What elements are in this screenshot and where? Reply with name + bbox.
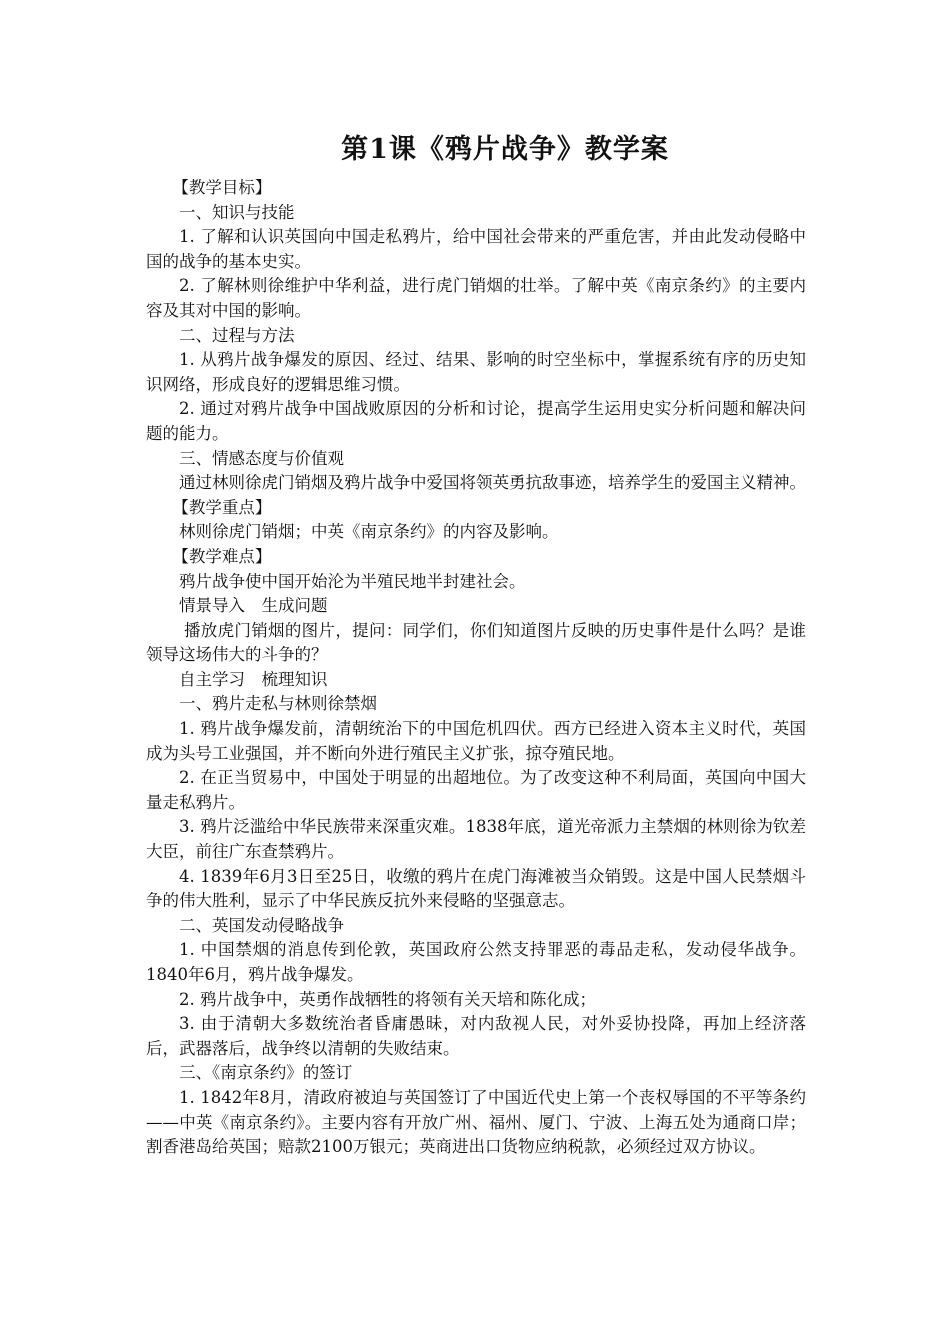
paragraph: 1. 从鸦片战争爆发的原因、经过、结果、影响的时空坐标中，掌握系统有序的历史知识网络，形成良好的逻辑思维习惯。 — [146, 350, 806, 394]
paragraph: 3. 由于清朝大多数统治者昏庸愚昧，对内敌视人民，对外妥协投降，再加上经济落后，武器落后，战争终以清朝的失败结束。 — [146, 1014, 806, 1058]
subsection-heading: 二、英国发动侵略战争 — [179, 915, 344, 935]
section-heading: 【教学目标】 — [172, 178, 272, 197]
paragraph: 1. 中国禁烟的消息传到伦敦，英国政府公然支持罪恶的毒品走私，发动侵华战争。1840年6月，鸦片战争爆发。 — [146, 940, 806, 984]
document-body — [146, 176, 806, 1160]
subsection-heading: 一、鸦片走私与林则徐禁烟 — [179, 694, 377, 714]
paragraph: 鸦片战争使中国开始沦为半殖民地半封建社会。 — [179, 571, 526, 591]
paragraph: 2. 鸦片战争中，英勇作战牺牲的将领有关天培和陈化成； — [179, 989, 596, 1009]
paragraph: 2. 通过对鸦片战争中国战败原因的分析和讨论，提高学生运用史实分析问题和解决问题的能力。 — [146, 399, 806, 443]
subsection-heading: 三、《南京条约》的签订 — [179, 1063, 353, 1083]
page-title: 第1课《鸦片战争》教学案 — [341, 134, 669, 165]
paragraph: 播放虎门销烟的图片，提问：同学们，你们知道图片反映的历史事件是什么吗？是谁领导这场伟大的斗争的？ — [146, 620, 806, 665]
paragraph: 2. 在正当贸易中，中国处于明显的出超地位。为了改变这种不利局面，英国向中国大量走私鸦片。 — [146, 768, 806, 812]
subsection-heading: 情景导入 生成问题 — [179, 596, 328, 616]
subsection-heading: 三、情感态度与价值观 — [179, 448, 344, 468]
paragraph: 1. 1842年8月，清政府被迫与英国签订了中国近代史上第一个丧权辱国的不平等条约——中英《南京条约》。主要内容有开放广州、福州、厦门、宁波、上海五处为通商口岸；割香港岛给英国；赔款2100万银元；英商进出口货物应纳税款，必须经过双方协议。 — [146, 1087, 806, 1157]
paragraph: 3. 鸦片泛滥给中华民族带来深重灾难。1838年底，道光帝派力主禁烟的林则徐为钦差大臣，前往广东查禁鸦片。 — [146, 817, 806, 862]
paragraph: 通过林则徐虎门销烟及鸦片战争中爱国将领英勇抗敌事迹，培养学生的爱国主义精神。 — [179, 473, 806, 493]
section-heading: 【教学重点】 — [172, 497, 272, 517]
paragraph: 林则徐虎门销烟；中英《南京条约》的内容及影响。 — [179, 522, 559, 542]
paragraph: 1. 鸦片战争爆发前，清朝统治下的中国危机四伏。西方已经进入资本主义时代，英国成为头号工业强国，并不断向外进行殖民主义扩张，掠夺殖民地。 — [146, 719, 806, 763]
subsection-heading: 二、过程与方法 — [179, 325, 295, 345]
paragraph: 4. 1839年6月3日至25日，收缴的鸦片在虎门海滩被当众销毁。这是中国人民禁烟斗争的伟大胜利，显示了中华民族反抗外来侵略的坚强意志。 — [146, 866, 806, 911]
subsection-heading: 自主学习 梳理知识 — [179, 669, 328, 689]
section-heading: 【教学难点】 — [172, 546, 272, 566]
subsection-heading: 一、知识与技能 — [179, 202, 295, 222]
paragraph: 1. 了解和认识英国向中国走私鸦片，给中国社会带来的严重危害，并由此发动侵略中国的战争的基本史实。 — [146, 227, 806, 271]
paragraph: 2. 了解林则徐维护中华利益，进行虎门销烟的壮举。了解中英《南京条约》的主要内容及其对中国的影响。 — [146, 276, 806, 320]
